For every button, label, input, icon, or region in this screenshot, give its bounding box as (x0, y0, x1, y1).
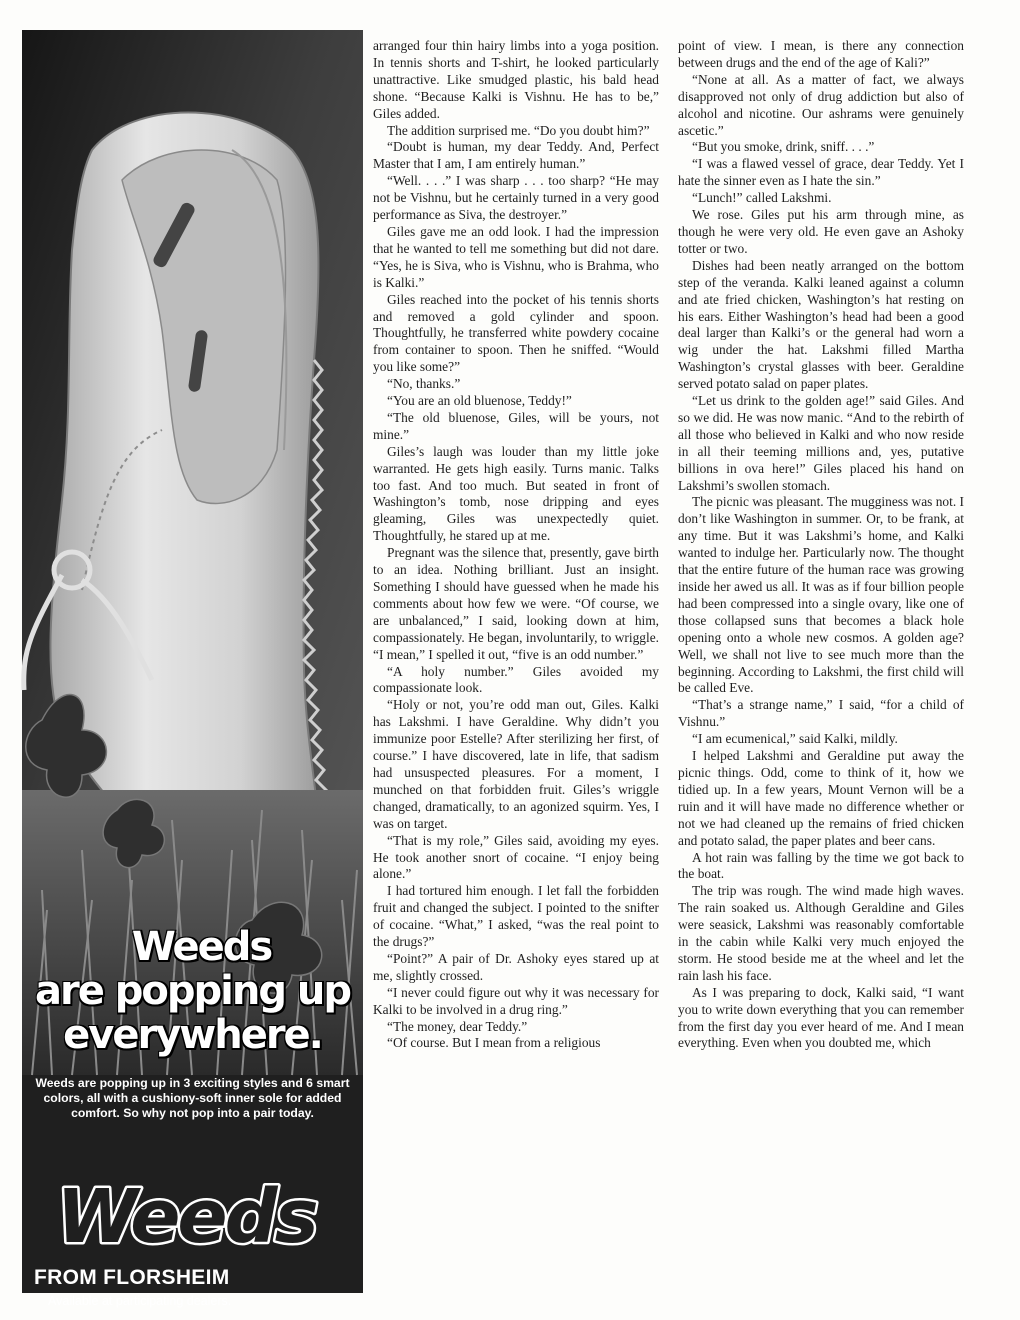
article-paragraph: point of view. I mean, is there any connection between drugs and the end of the age of Kali?” (678, 38, 964, 70)
ad-body-copy: Weeds are popping up in 3 exciting styles and 6 smart colors, all with a cushiony-soft inner sole for added comfort. So why not pop into a pair today. (35, 1076, 350, 1120)
article-column-1 (373, 38, 659, 1052)
weeds-logo-text: Weeds (56, 1174, 316, 1260)
article-paragraph: The picnic was pleasant. The mugginess was not. I don’t like Washington in summer. Or, to be frank, at any time. But it was Lakshmi’s home, and Kalki wanted to indulge her. Particularly now. The thought that the entire future of the human race was growing inside her awed us all. It was as if four billion people had been compressed into a single ovary, like one of those collapsed suns that becomes a black hole opening onto a whole new cosmos. A golden age? Well, we shall not live to see much more than the beginning. According to Lakshmi, the first child will be called Eve. (678, 494, 964, 696)
shoe-in-grass-illustration (22, 30, 363, 1075)
headline-line-3: everywhere. (63, 1012, 322, 1058)
article-paragraph: “Point?” A pair of Dr. Ashoky eyes stared up at me, slightly crossed. (373, 950, 659, 983)
article-paragraph: Giles’s laugh was louder than my little joke warranted. He gets high easily. Turns manic. Talks too fast. And too much. But seated in front of Washington’s tomb, nose dripping and eyes gleaming, Giles was unexpectedly quiet. Thoughtfully, he stared up at me. (373, 443, 659, 544)
weeds-logo (36, 1172, 336, 1258)
article-paragraph: Giles gave me an odd look. I had the impression that he wanted to tell me something but did not dare. “Yes, he is Siva, who is Vishnu, who is Brahma, who is Kalki.” (373, 223, 659, 290)
article-paragraph: “That is my role,” Giles said, avoiding my eyes. He took another snort of cocaine. “I enjoy being alone.” (373, 832, 659, 882)
article-paragraph: “Of course. But I mean from a religious (387, 1035, 601, 1051)
headline-line-1: Weeds (131, 924, 272, 970)
article-paragraph: “Holy or not, you’re odd man out, Giles. Kalki has Lakshmi. I have Geraldine. Why didn’t you immunize poor Estelle? After sterilizing her first, of course.” I have discovered, late in life, that sadism had unsuspected pleasures. For a moment, I munched on that forbidden fruit. Giles’s wriggle changed, dramatically, to an agonized squirm. Yes, I was on target. (373, 697, 659, 831)
article-paragraph: Giles reached into the pocket of his tennis shorts and removed a gold cylinder and spoon. Thoughtfully, he transferred white powdery cocaine from container to spoon. Then he sniffed. “Would you like some?” (373, 291, 659, 375)
availability-line: Available at participating dealers. (48, 1294, 232, 1308)
article-paragraph: “I never could figure out why it was necessary for Kalki to be involved in a drug ring.” (373, 984, 659, 1017)
article-paragraph: “A holy number.” Giles avoided my compassionate look. (373, 663, 659, 696)
article-paragraph: “But you smoke, drink, sniff. . . .” (692, 139, 875, 155)
article-paragraph: Dishes had been neatly arranged on the bottom step of the veranda. Kalki leaned against a column and ate fried chicken, Washington’s hat resting on his ears. Either Washington’s head had been a good deal larger than Kalki’s or the general had worn a wig under the hat. Lakshmi filled Martha Washington’s crystal glasses with beer. Geraldine served potato salad on paper plates. (678, 257, 964, 392)
article-paragraph: “I am ecumenical,” said Kalki, mildly. (692, 731, 898, 747)
article-paragraph: Pregnant was the silence that, presently, gave birth to an idea. Nothing brilliant. Just an insight. Something I should have guessed when he made his comments about how few we were. “Of course, we are unbalanced,” I said, looking down at him, compassionately. He began, involuntarily, to wriggle. “I mean,” I spelled it out, “five is an odd number.” (373, 545, 659, 662)
headline-line-2: are popping up (34, 968, 350, 1014)
brand-line: FROM FLORSHEIM (34, 1266, 230, 1289)
article-paragraph: We rose. Giles put his arm through mine, as though he were very old. He even gave an Ashoky totter or two. (678, 207, 964, 256)
article-column-2 (678, 38, 964, 1052)
article-paragraph: The addition surprised me. “Do you doubt him?” (387, 122, 650, 138)
article-paragraph: “Lunch!” called Lakshmi. (692, 190, 832, 206)
shoe-photo (22, 30, 363, 1075)
article-paragraph: “That’s a strange name,” I said, “for a child of Vishnu.” (678, 697, 964, 730)
article-paragraph: As I was preparing to dock, Kalki said, “I want you to write down everything that you can remember from the first day you ever heard of me. And I mean everything. Even when you doubted me, which (678, 984, 964, 1051)
ad-headline (22, 925, 363, 1057)
article-paragraph: arranged four thin hairy limbs into a yoga position. In tennis shorts and T-shirt, he looked particularly unattractive. Like smudged plastic, his bald head shone. “Because Kalki is Vishnu. He has to be,” Giles added. (373, 38, 659, 121)
article-paragraph: A hot rain was falling by the time we got back to the boat. (678, 849, 964, 882)
florsheim-advertisement (22, 30, 363, 1308)
article-paragraph: “Doubt is human, my dear Teddy. And, Perfect Master that I am, I am entirely human.” (373, 139, 659, 172)
article-paragraph: I had tortured him enough. I let fall the forbidden fruit and changed the subject. I pointed to the snifter of cocaine. “What,” I asked, “was the real point to the drugs?” (373, 883, 659, 950)
article-paragraph: “Well. . . .” I was sharp . . . too sharp? “He may not be Vishnu, but he certainly turned in a very good performance as Siva, the destroyer.” (373, 173, 659, 223)
article-paragraph: The trip was rough. The wind made high waves. The rain soaked us. Although Geraldine and Giles were seasick, Lakshmi was reasonably comfortable in the cabin while Kalki very much enjoyed the storm. He stood beside me at the wheel and let the rain lash his face. (678, 883, 964, 983)
article-paragraph: “The old bluenose, Giles, will be yours, not mine.” (373, 409, 659, 442)
article-paragraph: “I was a flawed vessel of grace, dear Teddy. Yet I hate the sinner even as I hate the sin.” (678, 156, 964, 189)
article-paragraph: “You are an old bluenose, Teddy!” (387, 393, 572, 409)
article-paragraph: “The money, dear Teddy.” (387, 1018, 528, 1034)
article-paragraph: I helped Lakshmi and Geraldine put away the picnic things. Odd, come to think of it, how we tidied up. In a few years, Mount Vernon will be a ruin and it will have made no difference whether or not we had cleaned up the remains of fried chicken and potato salad, the paper plates and beer cans. (678, 748, 964, 848)
article-paragraph: “Let us drink to the golden age!” said Giles. And so we did. He was now manic. “And to the rebirth of all those who believed in Kalki and who now reside in all their teeming millions and, yes, putative billions in ova here!” Giles placed his hand on Lakshmi’s swollen stomach. (678, 393, 964, 493)
article-paragraph: “None at all. As a matter of fact, we always disapproved not only of drug addiction but also of alcohol and nicotine. Our ashrams were genuinely ascetic.” (678, 71, 964, 138)
article-paragraph: “No, thanks.” (387, 376, 461, 392)
